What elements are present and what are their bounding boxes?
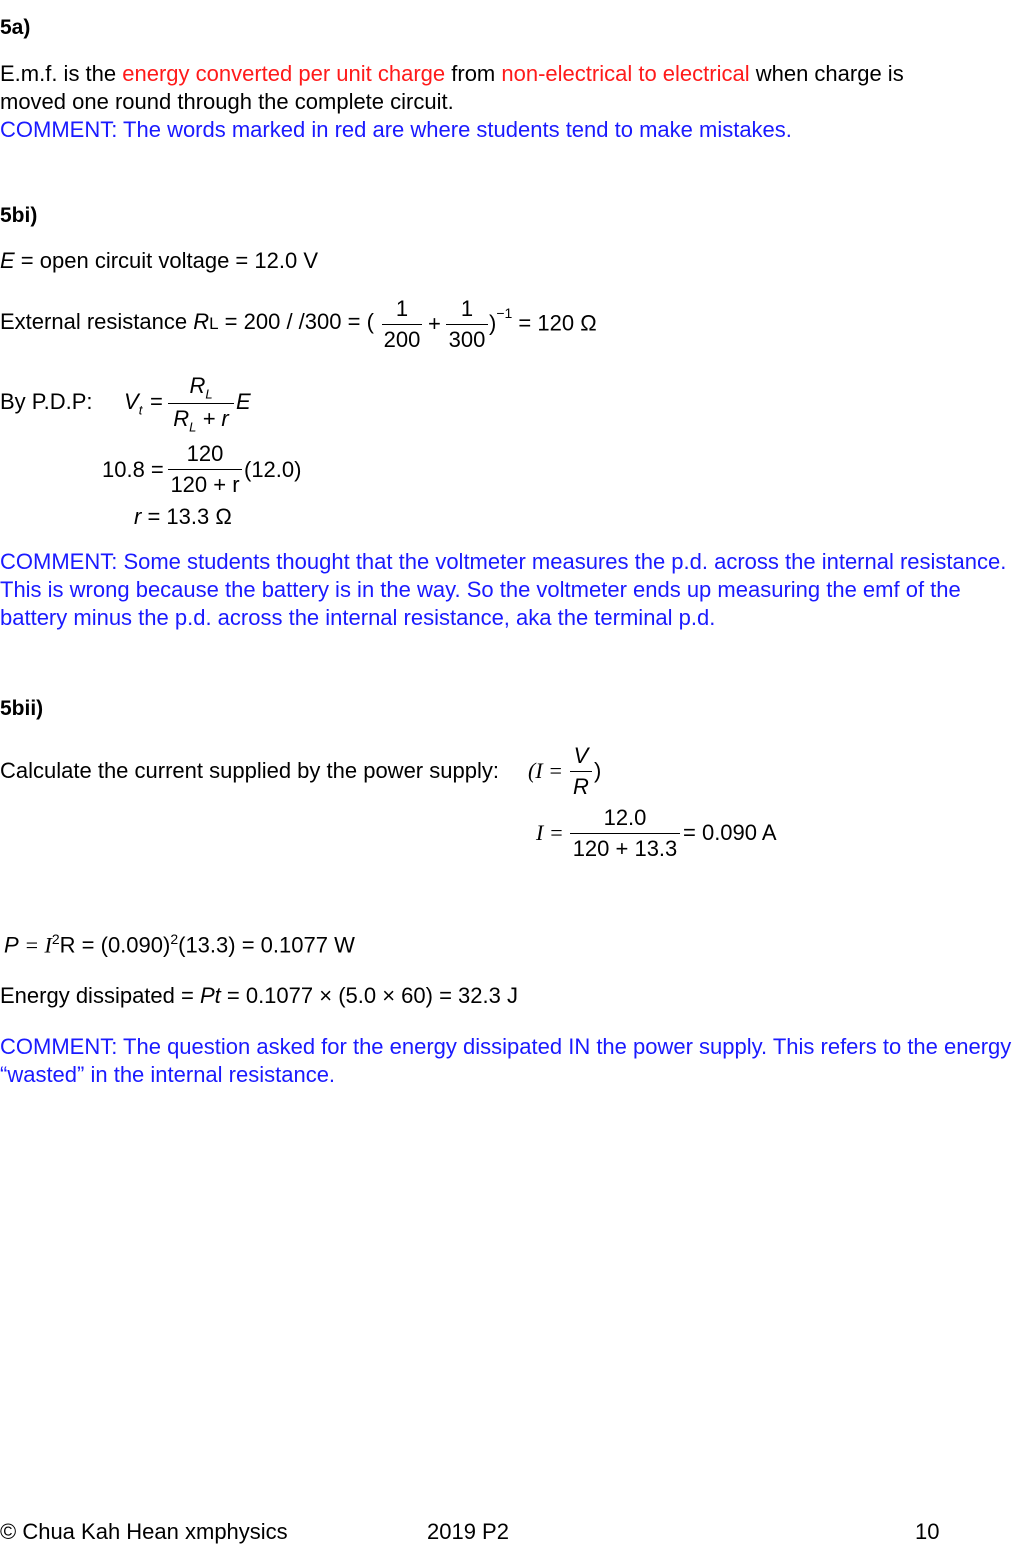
- footer-copyright: © Chua Kah Hean xmphysics: [0, 1519, 288, 1544]
- fraction-bar: [446, 324, 488, 325]
- heading-5bii: 5bii): [0, 697, 44, 720]
- fraction-numerator: 120: [186, 441, 224, 466]
- pt-symbol: Pt: [199, 983, 221, 1008]
- num-symbol: R: [189, 373, 206, 398]
- external-resistance-line: [0, 309, 374, 335]
- fraction-bar: [570, 771, 592, 772]
- energy-label: Energy dissipated =: [0, 983, 200, 1008]
- energy-result: = 0.1077 × (5.0 × 60) = 32.3 J: [220, 983, 518, 1008]
- equals-sign: =: [150, 389, 163, 414]
- calc-text: Calculate the current supplied by the power supply:: [0, 758, 499, 783]
- ext-mid: = 200 / /300 = (: [218, 309, 374, 334]
- v-subscript: t: [138, 402, 143, 418]
- fraction-bar: [570, 833, 680, 834]
- den-tail: + r: [196, 406, 229, 432]
- comment-5a: COMMENT: The words marked in red are where students tend to make mistakes.: [0, 117, 792, 142]
- v-symbol: V: [124, 389, 139, 414]
- pdp-fraction: [168, 373, 234, 435]
- line2-left: 10.8 =: [102, 457, 164, 482]
- fraction-numerator: 1: [395, 296, 409, 321]
- fraction-1-300: [446, 296, 488, 353]
- current-result: = 0.090 A: [683, 820, 777, 845]
- p-eq-i: = I: [18, 932, 52, 958]
- p-eq-sup: 2: [51, 931, 60, 947]
- fraction-bar: [382, 324, 422, 325]
- plus-sign: +: [428, 311, 441, 336]
- line2-right: (12.0): [244, 457, 302, 482]
- den-subscript: L: [189, 419, 197, 435]
- result: = 120 Ω: [512, 310, 597, 336]
- definition-text: E.m.f. is the: [0, 61, 123, 86]
- fraction-denominator: 200: [383, 327, 421, 352]
- p-symbol: P: [4, 932, 19, 958]
- ohm-law: [528, 758, 563, 784]
- ohm-close: ): [594, 758, 602, 783]
- emf-definition: [0, 60, 1015, 144]
- vt-symbol: [124, 389, 142, 417]
- energy-equation: [0, 983, 518, 1009]
- current-fraction: [570, 805, 680, 862]
- heading-5bi: 5bi): [0, 204, 38, 227]
- fraction-numerator: 1: [460, 296, 474, 321]
- close-paren: ): [489, 310, 497, 336]
- pdp-label: By P.D.P:: [0, 389, 93, 414]
- definition-highlight: non-electrical to electrical: [501, 61, 750, 86]
- num-subscript: L: [205, 386, 213, 402]
- ext-subscript: L: [209, 314, 219, 333]
- definition-text: when charge is: [749, 61, 904, 86]
- emf-line: [0, 248, 318, 274]
- ohm-open: (I =: [528, 758, 563, 783]
- ext-label: External resistance: [0, 309, 194, 334]
- page-number: 10: [915, 1519, 940, 1544]
- definition-text: moved one round through the complete circuit.: [0, 89, 454, 114]
- definition-highlight: energy converted per unit charge: [122, 61, 446, 86]
- emf-text: = open circuit voltage = 12.0 V: [14, 248, 318, 273]
- ext-symbol: R: [193, 309, 210, 334]
- e-symbol: E: [236, 389, 251, 414]
- heading-5a: 5a): [0, 16, 31, 39]
- fraction-1-200: [382, 296, 422, 353]
- fraction-denominator: 120 + 13.3: [572, 836, 678, 861]
- line3: [134, 504, 232, 530]
- ext-result: [489, 305, 597, 336]
- ohm-fraction: [570, 743, 592, 800]
- r-result: = 13.3 Ω: [141, 504, 232, 529]
- den-symbol: R: [173, 406, 190, 432]
- power: −1: [496, 305, 513, 321]
- fraction-numerator: 12.0: [603, 805, 647, 830]
- fraction-numerator: V: [573, 743, 589, 768]
- fraction-bar: [168, 469, 242, 470]
- current-symbol: I =: [536, 820, 564, 845]
- comment-5bi: COMMENT: Some students thought that the voltmeter measures the p.d. across the internal resistance. This is wrong because the battery is in the way. So the voltmeter ends up measuring the emf of the battery minus the p.d. across the internal resistance, aka the terminal p.d.: [0, 549, 1007, 630]
- fraction-denominator: R: [573, 774, 589, 799]
- emf-symbol: E: [0, 248, 15, 273]
- fraction-bar: [168, 403, 234, 404]
- current-left: [536, 820, 564, 846]
- definition-text: from: [445, 61, 502, 86]
- comment-5bii: COMMENT: The question asked for the energy dissipated IN the power supply. This refers to the energy “wasted” in the internal resistance.: [0, 1034, 1012, 1087]
- p-eq-result: (13.3) = 0.1077 W: [178, 932, 355, 958]
- power-equation: [4, 931, 355, 958]
- p-eq-mid: R = (0.090): [59, 932, 171, 958]
- fraction-denominator: 120 + r: [170, 472, 240, 497]
- r-symbol: r: [134, 504, 142, 529]
- p-eq-sup2: 2: [170, 931, 179, 947]
- fraction-denominator: 300: [448, 327, 486, 352]
- line2-fraction: [168, 441, 242, 498]
- footer-paper: 2019 P2: [427, 1519, 509, 1544]
